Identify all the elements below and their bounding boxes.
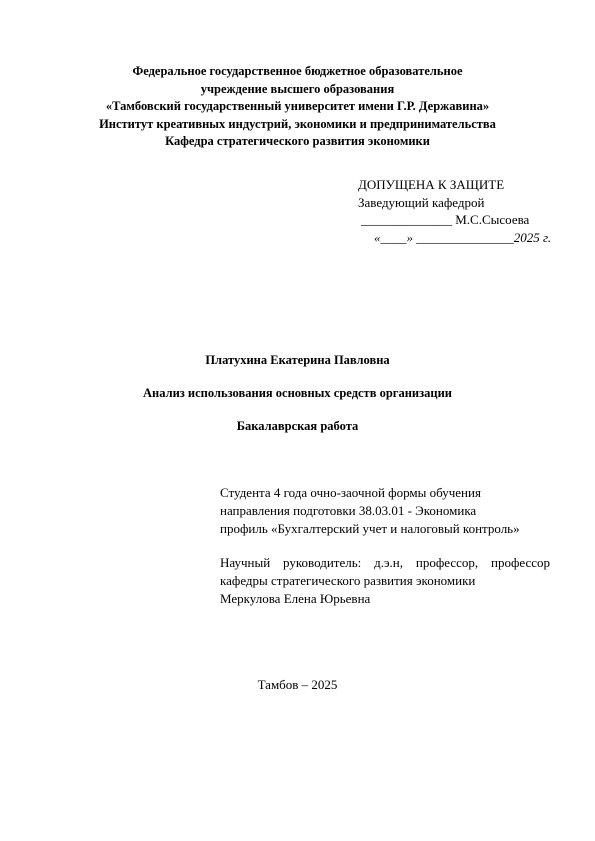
- student-info-line-1: Студента 4 года очно-заочной формы обучения: [220, 485, 481, 500]
- approval-title: ДОПУЩЕНА К ЗАЩИТЕ: [358, 177, 505, 192]
- header-line-3: «Тамбовский государственный университет имени Г.Р. Державина»: [105, 99, 490, 113]
- student-info: [220, 484, 550, 538]
- student-info-line-2: направления подготовки 38.03.01 - Экономика: [220, 503, 477, 518]
- work-type: Бакалаврская работа: [236, 419, 359, 433]
- approval-block: [358, 176, 551, 246]
- header-line-4: Институт креативных индустрий, экономики и предпринимательства: [99, 116, 496, 131]
- advisor-info-line-3: Меркулова Елена Юрьевна: [220, 591, 371, 606]
- header-line-2: учреждение высшего образования: [200, 81, 395, 96]
- thesis-topic: Анализ использования основных средств организации: [142, 386, 452, 400]
- author-name: Платухина Екатерина Павловна: [205, 353, 390, 367]
- approval-signature: ______________ М.С.Сысоева: [361, 212, 530, 227]
- city-year: Тамбов – 2025: [257, 677, 338, 692]
- approval-role: Заведующий кафедрой: [358, 194, 485, 210]
- header-line-5: Кафедра стратегического развития экономики: [165, 134, 430, 148]
- header-line-1: Федеральное государственное бюджетное образовательное: [132, 64, 463, 78]
- approval-date: «____» _______________2025 г.: [374, 229, 552, 245]
- student-info-line-3: профиль «Бухгалтерский учет и налоговый контроль»: [220, 521, 520, 536]
- advisor-info-line-1: Научный руководитель: д.э.н, профессор, профессор: [220, 555, 550, 570]
- advisor-info: [220, 554, 550, 608]
- advisor-info-line-2: кафедры стратегического развития экономики: [220, 573, 476, 588]
- institution-header: [0, 63, 595, 151]
